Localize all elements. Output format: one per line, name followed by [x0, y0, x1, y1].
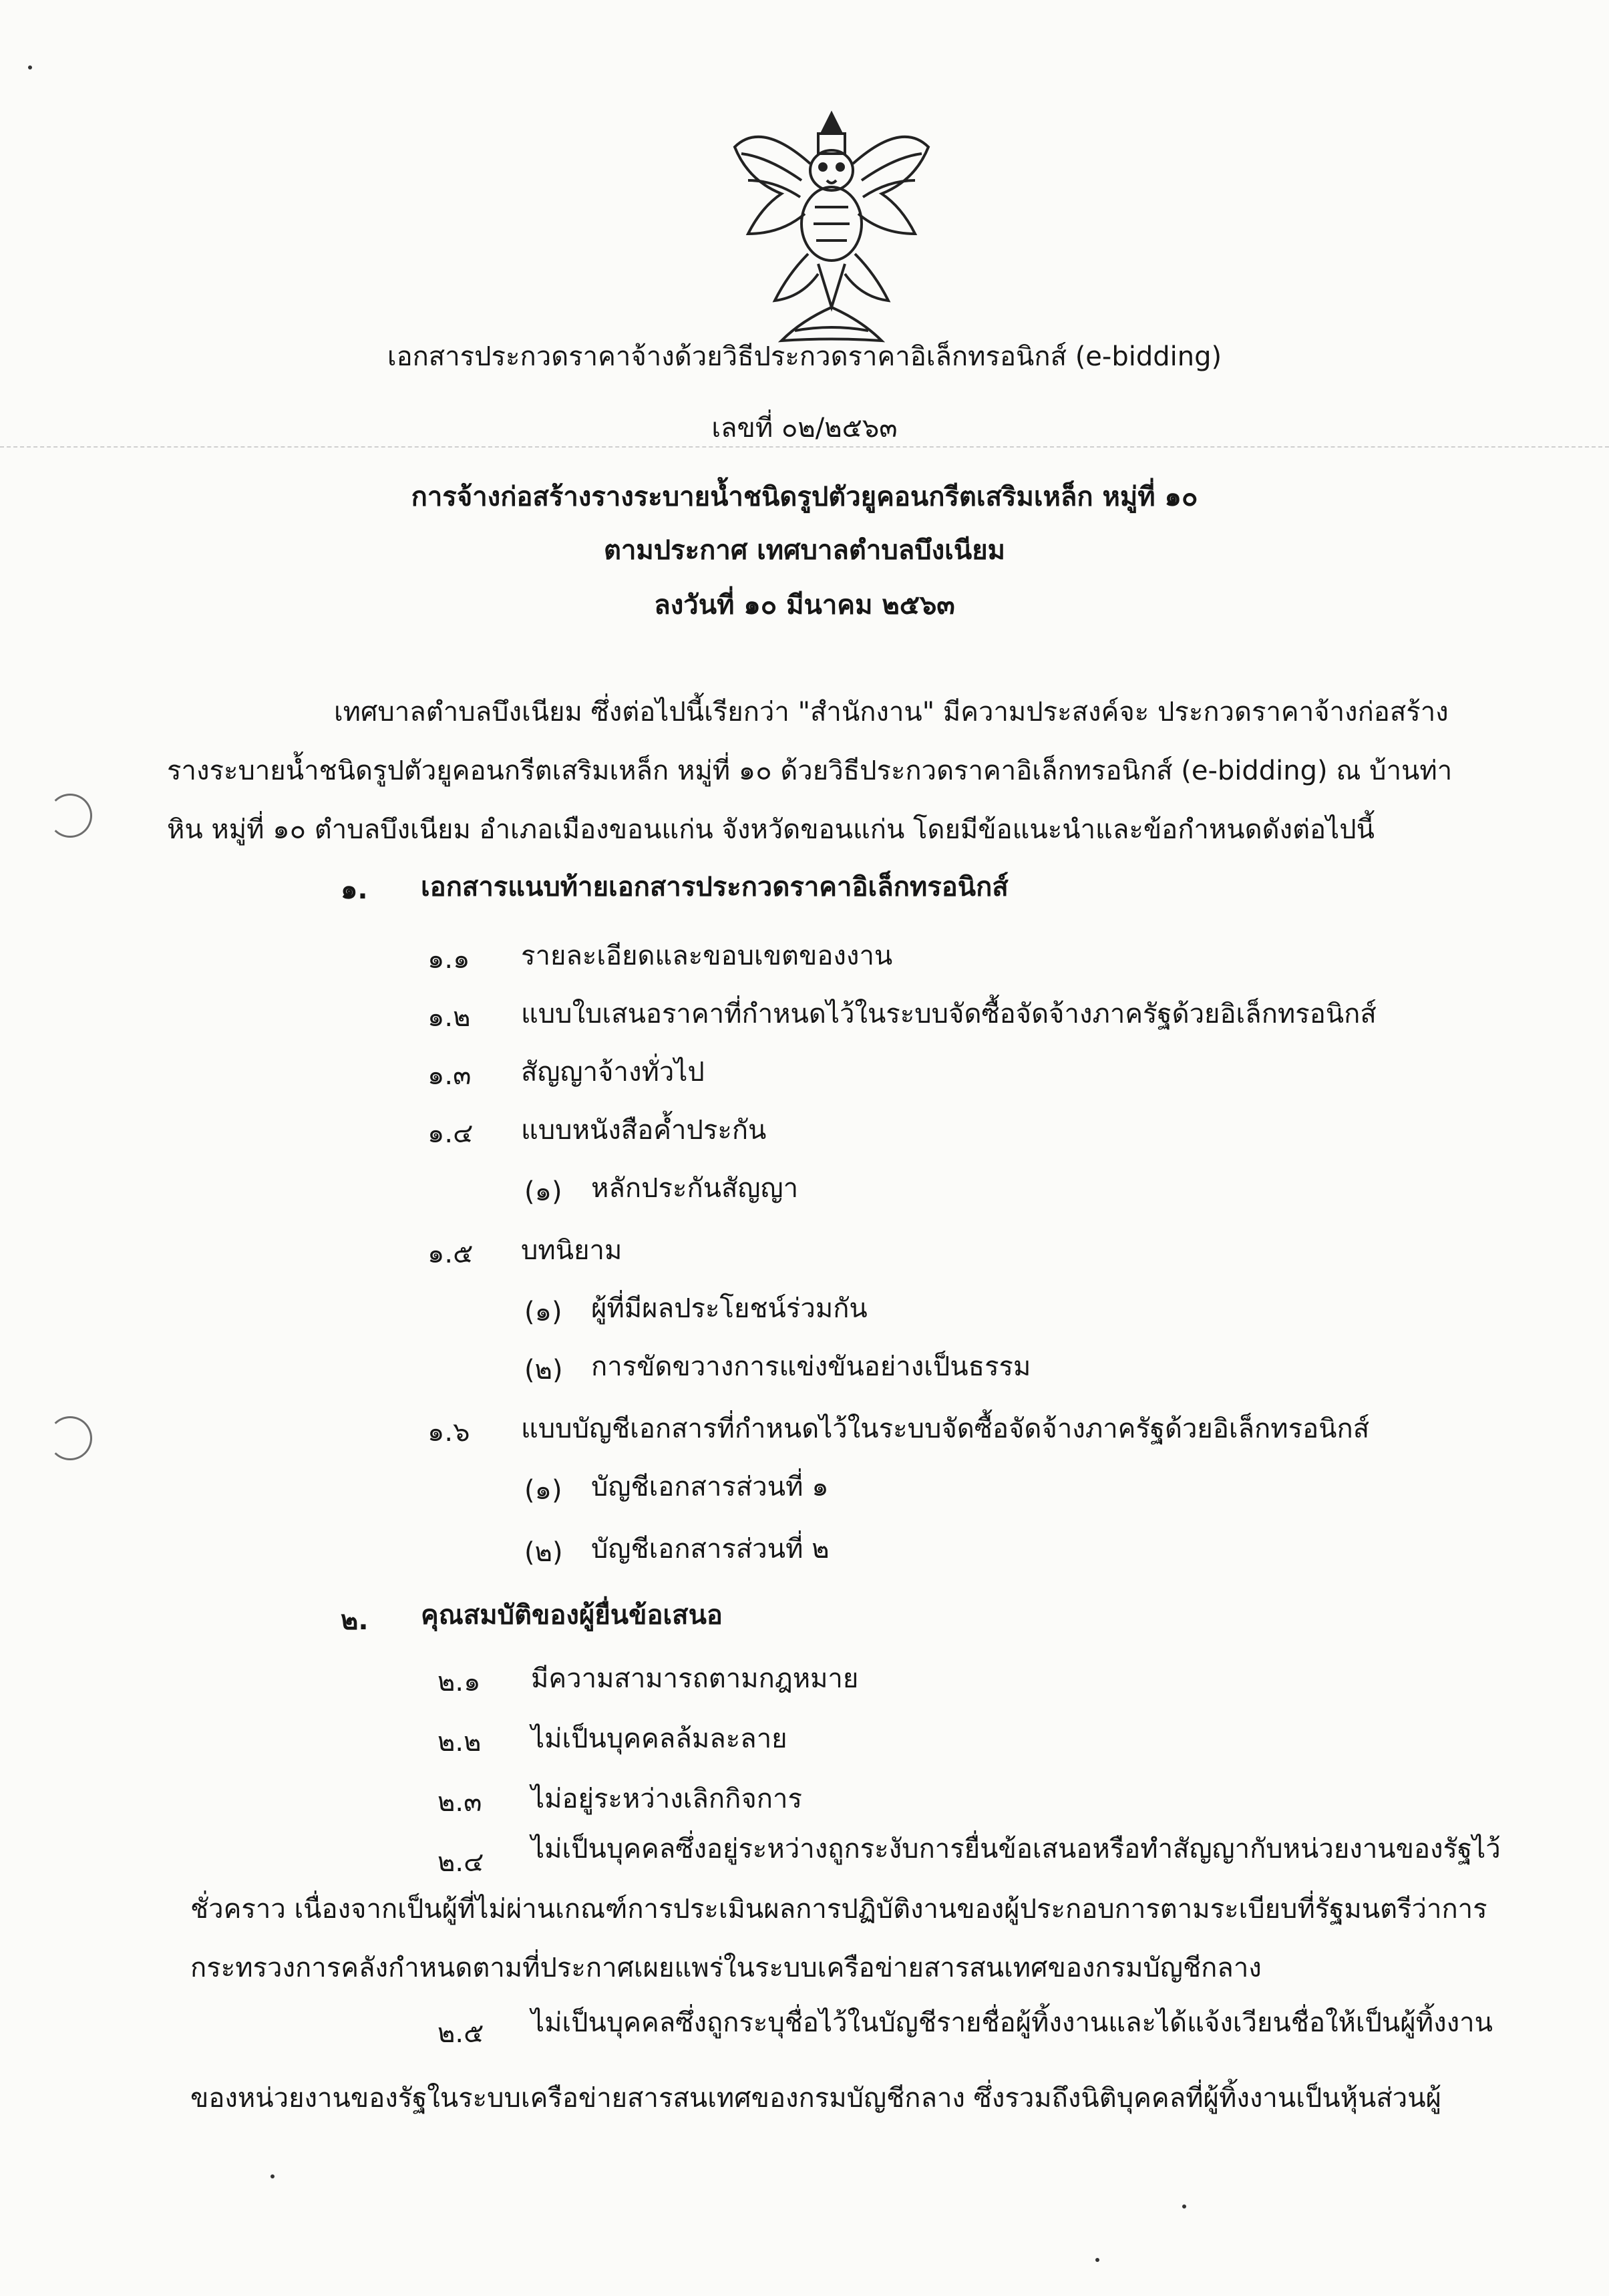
paragraph-line: ของหน่วยงานของรัฐในระบบเครือข่ายสารสนเทศของกรมบัญชีกลาง ซึ่งรวมถึงนิติบุคคลที่ผู้ทิ้งงานเป็นหุ้นส่วนผู้: [190, 2083, 1441, 2114]
sub-item-number: (๒): [524, 1537, 563, 1568]
list-item: ไม่เป็นบุคคลซึ่งถูกระบุชื่อไว้ในบัญชีรายชื่อผู้ทิ้งงานและได้แจ้งเวียนชื่อให้เป็นผู้ทิ้งงาน: [531, 2007, 1493, 2038]
sub-list-item: บัญชีเอกสารส่วนที่ ๒: [591, 1534, 830, 1565]
list-item: แบบหนังสือค้ำประกัน: [521, 1115, 767, 1146]
section-heading: เอกสารแนบท้ายเอกสารประกวดราคาอิเล็กทรอนิกส์: [421, 872, 1009, 903]
sub-item-number: (๑): [524, 1297, 562, 1327]
scan-speck: [1095, 2258, 1099, 2262]
item-number: ๑.๓: [427, 1060, 472, 1091]
sub-list-item: ผู้ที่มีผลประโยชน์ร่วมกัน: [591, 1293, 868, 1324]
punch-hole: [48, 1416, 92, 1460]
item-number: ๒.๒: [437, 1727, 482, 1758]
announcement-date: ลงวันที่ ๑๐ มีนาคม ๒๕๖๓: [654, 590, 955, 621]
document-number: เลขที่ ๐๒/๒๕๖๓: [711, 413, 898, 444]
item-number: ๒.๕: [437, 2018, 484, 2049]
document-title: เอกสารประกวดราคาจ้างด้วยวิธีประกวดราคาอิเล็กทรอนิกส์ (e-bidding): [387, 341, 1222, 372]
list-item: ไม่เป็นบุคคลล้มละลาย: [531, 1724, 787, 1754]
list-item: ไม่เป็นบุคคลซึ่งอยู่ระหว่างถูกระงับการยื่นข้อเสนอหรือทำสัญญากับหน่วยงานของรัฐไว้: [531, 1834, 1501, 1864]
item-number: ๑.๑: [427, 944, 470, 975]
item-number: ๑.๒: [427, 1002, 471, 1033]
list-item: แบบบัญชีเอกสารที่กำหนดไว้ในระบบจัดซื้อจัดจ้างภาครัฐด้วยอิเล็กทรอนิกส์: [521, 1414, 1370, 1444]
item-number: ๑.๔: [427, 1118, 474, 1149]
sub-item-number: (๑): [524, 1475, 562, 1506]
list-item: มีความสามารถตามกฎหมาย: [531, 1663, 859, 1694]
section-number: ๒.: [341, 1605, 369, 1636]
paragraph-line: กระทรวงการคลังกำหนดตามที่ประกาศเผยแพร่ในระบบเครือข่ายสารสนเทศของกรมบัญชีกลาง: [190, 1953, 1262, 1983]
scan-fold-line: [0, 446, 1609, 448]
sub-item-number: (๒): [524, 1355, 563, 1385]
item-number: ๒.๑: [437, 1667, 481, 1697]
section-number: ๑.: [341, 874, 368, 905]
scan-speck: [271, 2174, 275, 2178]
list-item: รายละเอียดและขอบเขตของงาน: [521, 941, 893, 971]
intro-line: รางระบายน้ำชนิดรูปตัวยูคอนกรีตเสริมเหล็ก หมู่ที่ ๑๐ ด้วยวิธีประกวดราคาอิเล็กทรอนิกส์ (e-bidding) ณ บ้านท่า: [167, 756, 1453, 786]
punch-hole: [48, 794, 92, 838]
list-item: บทนิยาม: [521, 1235, 622, 1266]
item-number: ๑.๕: [427, 1239, 474, 1269]
garuda-emblem-icon: [721, 107, 942, 354]
sub-item-number: (๑): [524, 1176, 562, 1207]
intro-line: หิน หมู่ที่ ๑๐ ตำบลบึงเนียม อำเภอเมืองขอนแก่น จังหวัดขอนแก่น โดยมีข้อแนะนำและข้อกำหนดดังต่อไปนี้: [167, 814, 1375, 845]
item-number: ๑.๖: [427, 1417, 470, 1448]
sub-list-item: หลักประกันสัญญา: [591, 1173, 799, 1204]
list-item: ไม่อยู่ระหว่างเลิกกิจการ: [531, 1784, 802, 1814]
announcement-line: ตามประกาศ เทศบาลตำบลบึงเนียม: [603, 535, 1006, 566]
paragraph-line: ชั่วคราว เนื่องจากเป็นผู้ที่ไม่ผ่านเกณฑ์การประเมินผลการปฏิบัติงานของผู้ประกอบการตามระเบียบที่รัฐมนตรีว่าการ: [190, 1894, 1487, 1925]
scan-speck: [28, 65, 32, 69]
list-item: แบบใบเสนอราคาที่กำหนดไว้ในระบบจัดซื้อจัดจ้างภาครัฐด้วยอิเล็กทรอนิกส์: [521, 999, 1377, 1029]
project-title: การจ้างก่อสร้างรางระบายน้ำชนิดรูปตัวยูคอนกรีตเสริมเหล็ก หมู่ที่ ๑๐: [411, 482, 1198, 512]
list-item: สัญญาจ้างทั่วไป: [521, 1057, 705, 1088]
intro-line: เทศบาลตำบลบึงเนียม ซึ่งต่อไปนี้เรียกว่า "สำนักงาน" มีความประสงค์จะ ประกวดราคาจ้างก่อสร้าง: [334, 697, 1449, 727]
sub-list-item: การขัดขวางการแข่งขันอย่างเป็นธรรม: [591, 1351, 1031, 1382]
section-heading: คุณสมบัติของผู้ยื่นข้อเสนอ: [421, 1600, 723, 1631]
item-number: ๒.๔: [437, 1847, 484, 1878]
sub-list-item: บัญชีเอกสารส่วนที่ ๑: [591, 1472, 829, 1502]
scan-speck: [1182, 2204, 1186, 2208]
item-number: ๒.๓: [437, 1787, 482, 1818]
